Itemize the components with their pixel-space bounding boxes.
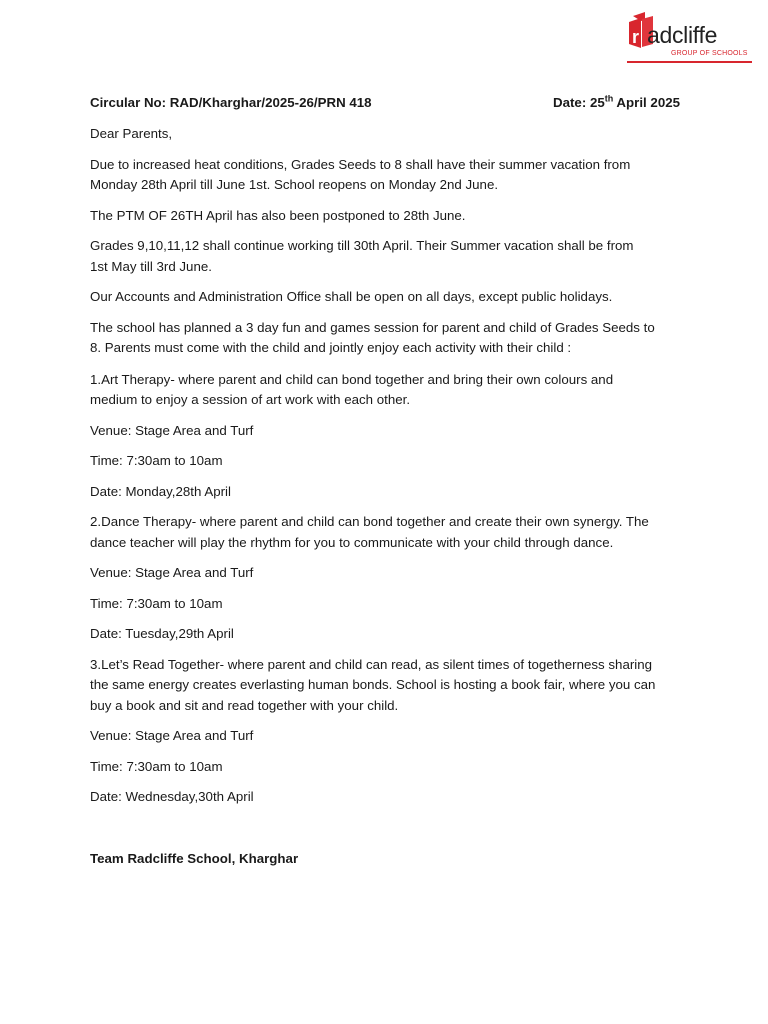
circular-number: Circular No: RAD/Kharghar/2025-26/PRN 418	[90, 95, 372, 110]
activity-time: Time: 7:30am to 10am	[90, 758, 223, 774]
letter-content	[90, 93, 680, 869]
activity-read-together: 3.Let’s Read Together- where parent and child can read, as silent times of togetherness sharing the same energy creates everlasting human bonds. School is hosting a book fair, where you can buy a book and sit and read together with your child.	[90, 656, 656, 713]
paragraph-office: Our Accounts and Administration Office shall be open on all days, except public holidays.	[90, 289, 613, 304]
activity-time: Time: 7:30am to 10am	[90, 595, 223, 611]
signature: Team Radcliffe School, Kharghar	[90, 850, 299, 866]
radcliffe-logo	[627, 12, 752, 66]
activity-art-therapy: 1.Art Therapy- where parent and child can bond together and bring their own colours and medium to enjoy a session of art work with each other.	[90, 371, 614, 407]
activity-dance-therapy: 2.Dance Therapy- where parent and child can bond together and create their own synergy. The dance teacher will play the rhythm for you to communicate with your child through dance.	[90, 514, 649, 550]
circular-date: Date: 25th April 2025	[553, 93, 680, 110]
logo-r-letter: r	[632, 27, 640, 47]
activity-date: Date: Monday,28th April	[90, 483, 231, 499]
paragraph-senior-grades: Grades 9,10,11,12 shall continue working till 30th April. Their Summer vacation shall be from 1st May till 3rd June.	[90, 238, 634, 274]
paragraph-vacation: Due to increased heat conditions, Grades Seeds to 8 shall have their summer vacation from Monday 28th April till June 1st. School reopens on Monday 2nd June.	[90, 156, 631, 192]
logo-subtitle: GROUP OF SCHOOLS	[671, 50, 748, 57]
activity-venue: Venue: Stage Area and Turf	[90, 565, 254, 580]
activity-date: Date: Wednesday,30th April	[90, 789, 254, 804]
activity-venue: Venue: Stage Area and Turf	[90, 422, 254, 438]
paragraph-fun-session: The school has planned a 3 day fun and games session for parent and child of Grades Seeds to 8. Parents must come with the child and jointly enjoy each activity with their child :	[90, 319, 655, 355]
logo-wordmark: adcliffe	[647, 22, 718, 48]
activity-venue: Venue: Stage Area and Turf	[90, 728, 254, 743]
logo-underline	[627, 61, 752, 63]
circular-header	[90, 93, 680, 113]
activity-date: Date: Tuesday,29th April	[90, 626, 234, 641]
greeting: Dear Parents,	[90, 126, 173, 141]
activity-time: Time: 7:30am to 10am	[90, 453, 223, 468]
paragraph-ptm: The PTM OF 26TH April has also been postponed to 28th June.	[90, 207, 466, 223]
